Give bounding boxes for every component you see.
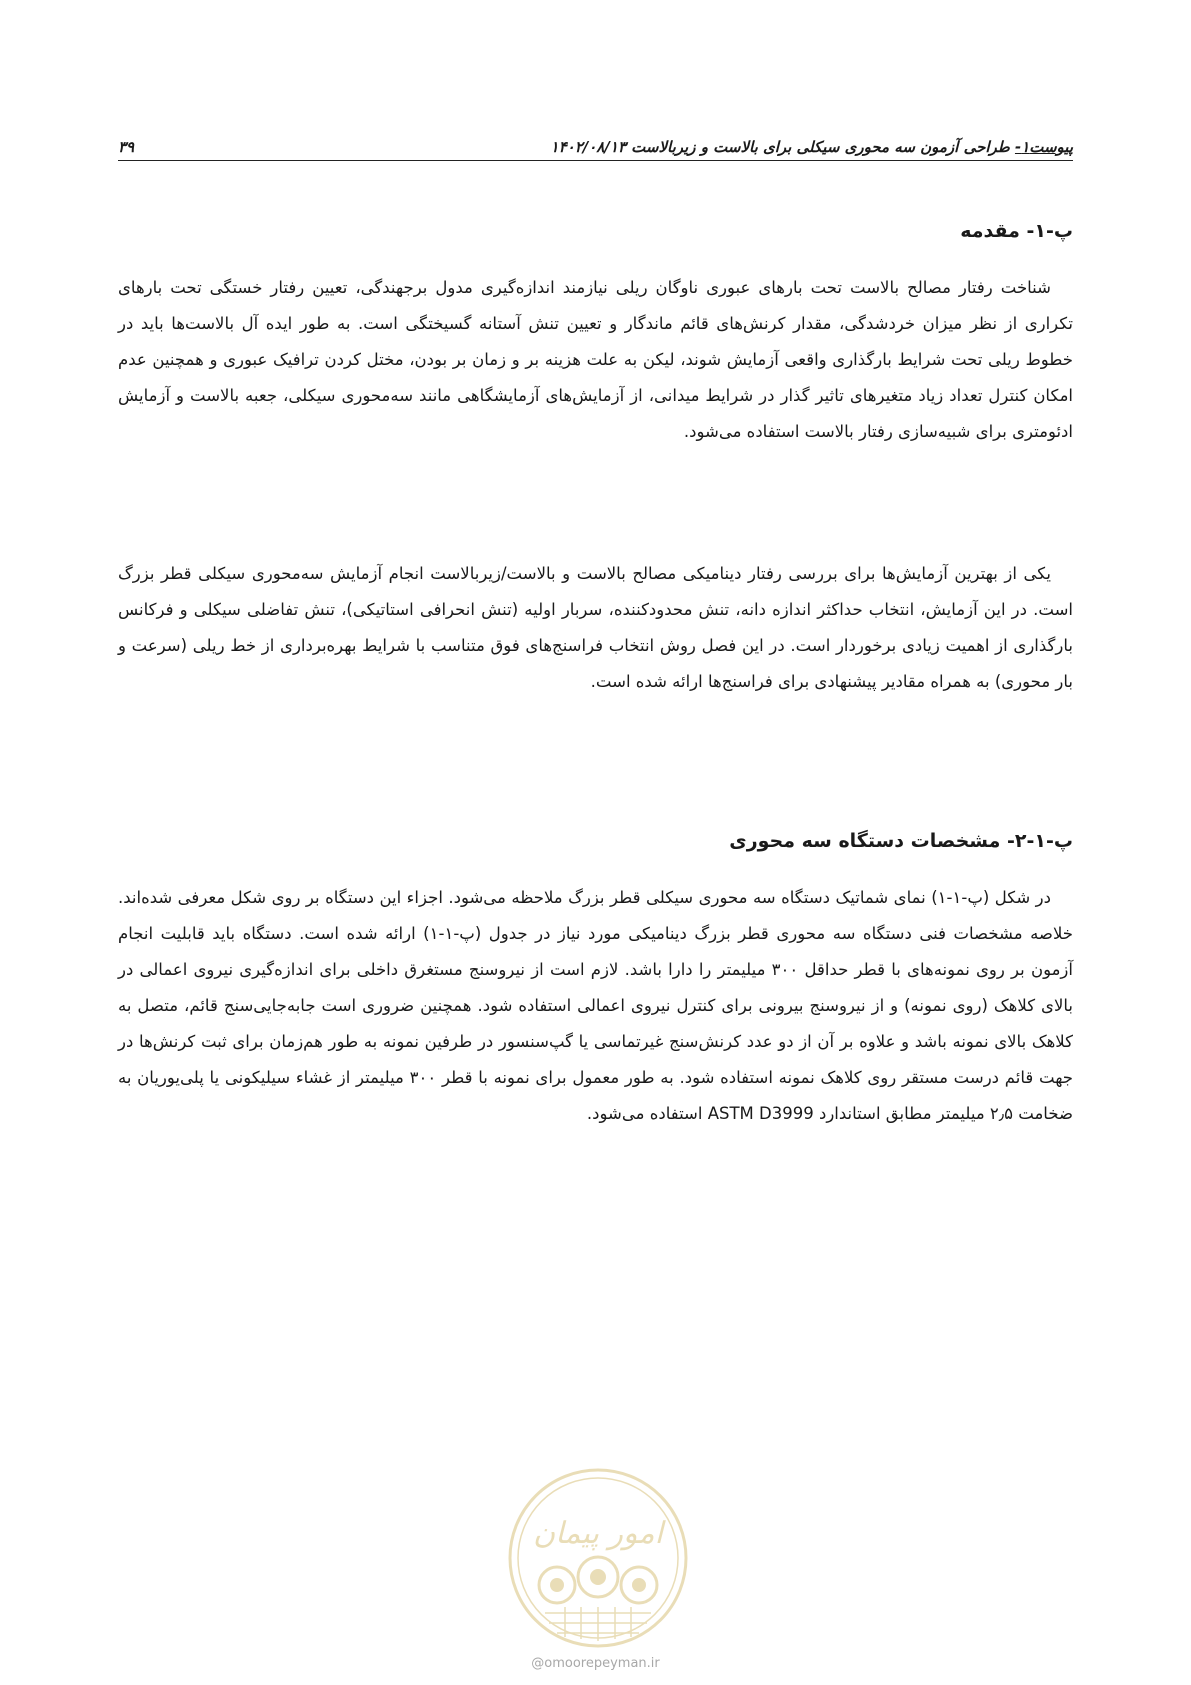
watermark-url: @omoorepeyman.ir	[531, 1656, 660, 1671]
section-heading-introduction: پ-۱- مقدمه	[960, 220, 1073, 242]
paragraph: در شکل (پ-۱-۱) نمای شماتیک دستگاه سه محوری سیکلی قطر بزرگ ملاحظه می‌شود. اجزاء این دستگاه بر روی شکل معرفی شده‌اند. خلاصه مشخصات فنی دستگاه سه محوری قطر بزرگ دینامیکی مورد نیاز در جدول (پ-۱-۱) ارائه شده است. دستگاه باید قابلیت انجام آزمون بر روی نمونه‌های با قطر حداقل ۳۰۰ میلیمتر را دارا باشد. لازم است از نیروسنج مستغرق داخلی برای اندازه‌گیری نیروی اعمالی در بالای کلاهک (روی نمونه) و از نیروسنج بیرونی برای کنترل نیروی اعمالی استفاده شود. همچنین ضروری است جابه‌جایی‌سنج قائم، متصل به کلاهک بالای نمونه باشد و علاوه بر آن از دو عدد کرنش‌سنج غیرتماسی یا گپ‌سنسور در طرفین نمونه به طور هم‌زمان برای ثبت کرنش‌ها در جهت قائم درست مستقر روی کلاهک نمونه استفاده شود. به طور معمول برای نمونه با قطر ۳۰۰ میلیمتر از غشاء سیلیکونی یا پلی‌یوریان به ضخامت ۲٫۵ میلیمتر مطابق استاندارد ASTM D3999 استفاده می‌شود.	[118, 888, 1073, 1123]
section-heading-triaxial-specs: پ-۱-۲- مشخصات دستگاه سه محوری	[729, 830, 1073, 852]
running-header	[118, 126, 1073, 161]
header-title	[551, 138, 1073, 156]
header-title-lead: پیوست۱-	[1014, 138, 1073, 156]
paragraph: شناخت رفتار مصالح بالاست تحت بارهای عبوری ناوگان ریلی نیازمند اندازه‌گیری مدول برجهندگی، تعیین رفتار خستگی تحت بارهای تکراری از نظر میزان خردشدگی، مقدار کرنش‌های قائم ماندگار و تعیین تنش آستانه گسیختگی است. به طور ایده آل بالاست‌ها باید در خطوط ریلی تحت شرایط بارگذاری واقعی آزمایش شوند، لیکن به علت هزینه بر و زمان بر بودن، مختل کردن ترافیک عبوری و همچنین عدم امکان کنترل تعداد زیاد متغیرهای تاثیر گذار در شرایط میدانی، از آزمایش‌های آزمایشگاهی مانند سه‌محوری سیکلی، جعبه بالاست و آزمایش ادئومتری برای شبیه‌سازی رفتار بالاست استفاده می‌شود.	[118, 278, 1073, 441]
watermark-logo-text: امور پیمان	[533, 1516, 663, 1551]
watermark-logo	[505, 1465, 691, 1651]
paragraph: یکی از بهترین آزمایش‌ها برای بررسی رفتار دینامیکی مصالح بالاست و بالاست/زیربالاست انجام آزمایش سه‌محوری سیکلی قطر بزرگ است. در این آزمایش، انتخاب حداکثر اندازه دانه، تنش محدودکننده، سربار اولیه (تنش انحرافی استاتیکی)، تنش تفاضلی سیکلی و فرکانس بارگذاری از اهمیت زیادی برخوردار است. در این فصل روش انتخاب فراسنج‌های فوق متناسب با شرایط بهره‌برداری از خط ریلی (سرعت و بار محوری) به همراه مقادیر پیشنهادی برای فراسنج‌ها ارائه شده است.	[118, 564, 1073, 691]
page-number: ۳۹	[118, 138, 135, 156]
header-title-rest: طراحی آزمون سه محوری سیکلی برای بالاست و زیربالاست ۱۴۰۲/۰۸/۱۳	[550, 138, 1015, 156]
